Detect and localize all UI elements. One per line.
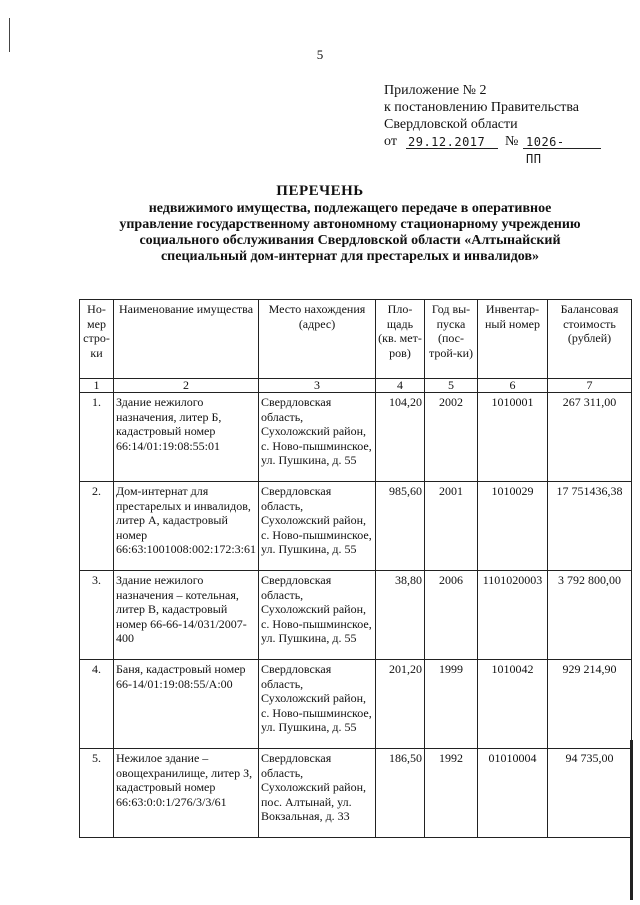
decree-number: 1026-ПП (526, 135, 565, 166)
number-prefix: № (505, 134, 519, 149)
header-area: Пло-щадь (кв. мет-ров) (376, 300, 425, 379)
property-area: 201,20 (376, 660, 425, 749)
property-area: 186,50 (376, 749, 425, 838)
inventory-number: 1010029 (478, 482, 548, 571)
document-title: ПЕРЕЧЕНЬ (276, 183, 364, 199)
table-row (80, 393, 632, 482)
property-address: Свердловская область, Сухоложский район, с. Ново-пышминское, ул. Пушкина, д. 55 (259, 571, 376, 660)
balance-value: 94 735,00 (548, 749, 632, 838)
appendix-date-row (384, 133, 579, 166)
property-year: 1999 (425, 660, 478, 749)
column-number: 3 (259, 379, 376, 393)
property-address: Свердловская область, Сухоложский район, с. Ново-пышминское, ул. Пушкина, д. 55 (259, 393, 376, 482)
header-year: Год вы-пуска (пос-трой-ки) (425, 300, 478, 379)
property-name: Здание нежилого назначения, литер Б, кадастровый номер 66:14/01:19:08:55:01 (114, 393, 259, 482)
property-year: 2002 (425, 393, 478, 482)
table-row (80, 482, 632, 571)
property-name: Нежилое здание – овощехранилище, литер З, кадастровый номер 66:63:0:0:1/276/3/3/61 (114, 749, 259, 838)
property-name: Здание нежилого назначения – котельная, литер В, кадастровый номер 66-66-14/031/2007-400 (114, 571, 259, 660)
row-number: 3. (80, 571, 114, 660)
table-row (80, 749, 632, 838)
balance-value: 3 792 800,00 (548, 571, 632, 660)
balance-value: 267 311,00 (548, 393, 632, 482)
table-header-row (80, 300, 632, 379)
property-address: Свердловская область, Сухоложский район, пос. Алтынай, ул. Вокзальная, д. 33 (259, 749, 376, 838)
column-number: 2 (114, 379, 259, 393)
property-table (79, 299, 632, 838)
property-year: 1992 (425, 749, 478, 838)
document-subtitle (70, 201, 630, 265)
column-number: 6 (478, 379, 548, 393)
subtitle-line2: управление государственному автономному стационарному учреждению (119, 217, 581, 232)
property-year: 2001 (425, 482, 478, 571)
appendix-line1: Приложение № 2 (384, 83, 487, 98)
header-inventory: Инвентар-ный номер (478, 300, 548, 379)
property-address: Свердловская область, Сухоложский район, с. Ново-пышминское, ул. Пушкина, д. 55 (259, 660, 376, 749)
row-number: 1. (80, 393, 114, 482)
property-year: 2006 (425, 571, 478, 660)
inventory-number: 01010004 (478, 749, 548, 838)
appendix-line2: к постановлению Правительства (384, 100, 580, 115)
property-area: 38,80 (376, 571, 425, 660)
subtitle-line4: специальный дом-интернат для престарелых и инвалидов» (160, 249, 540, 264)
header-address: Место нахождения (адрес) (259, 300, 376, 379)
inventory-number: 1010042 (478, 660, 548, 749)
subtitle-line1: недвижимого имущества, подлежащего передаче в оперативное (148, 201, 552, 216)
row-number: 4. (80, 660, 114, 749)
decree-date: 29.12.2017 (408, 135, 486, 149)
column-number: 1 (80, 379, 114, 393)
table-row (80, 660, 632, 749)
page-number: 5 (316, 47, 324, 62)
balance-value: 929 214,90 (548, 660, 632, 749)
property-name: Баня, кадастровый номер 66-14/01:19:08:55/А:00 (114, 660, 259, 749)
column-number: 5 (425, 379, 478, 393)
inventory-number: 1010001 (478, 393, 548, 482)
property-area: 985,60 (376, 482, 425, 571)
column-number: 4 (376, 379, 425, 393)
column-number: 7 (548, 379, 632, 393)
appendix-block (384, 82, 580, 166)
header-row-number: Но-мер стро-ки (80, 300, 114, 379)
appendix-line3: Свердловской области (384, 117, 518, 132)
balance-value: 17 751436,38 (548, 482, 632, 571)
table-row (80, 571, 632, 660)
inventory-number: 1101020003 (478, 571, 548, 660)
header-value: Балансовая стоимость (рублей) (548, 300, 632, 379)
property-area: 104,20 (376, 393, 425, 482)
row-number: 5. (80, 749, 114, 838)
column-number-row (80, 379, 632, 393)
header-name: Наименование имущества (114, 300, 259, 379)
row-number: 2. (80, 482, 114, 571)
property-address: Свердловская область, Сухоложский район, с. Ново-пышминское, ул. Пушкина, д. 55 (259, 482, 376, 571)
date-prefix: от (384, 134, 397, 149)
property-name: Дом-интернат для престарелых и инвалидов, литер А, кадастровый номер 66:63:1001008:002:172:3:61 (114, 482, 259, 571)
subtitle-line3: социального обслуживания Свердловской области «Алтынайский (139, 233, 561, 248)
